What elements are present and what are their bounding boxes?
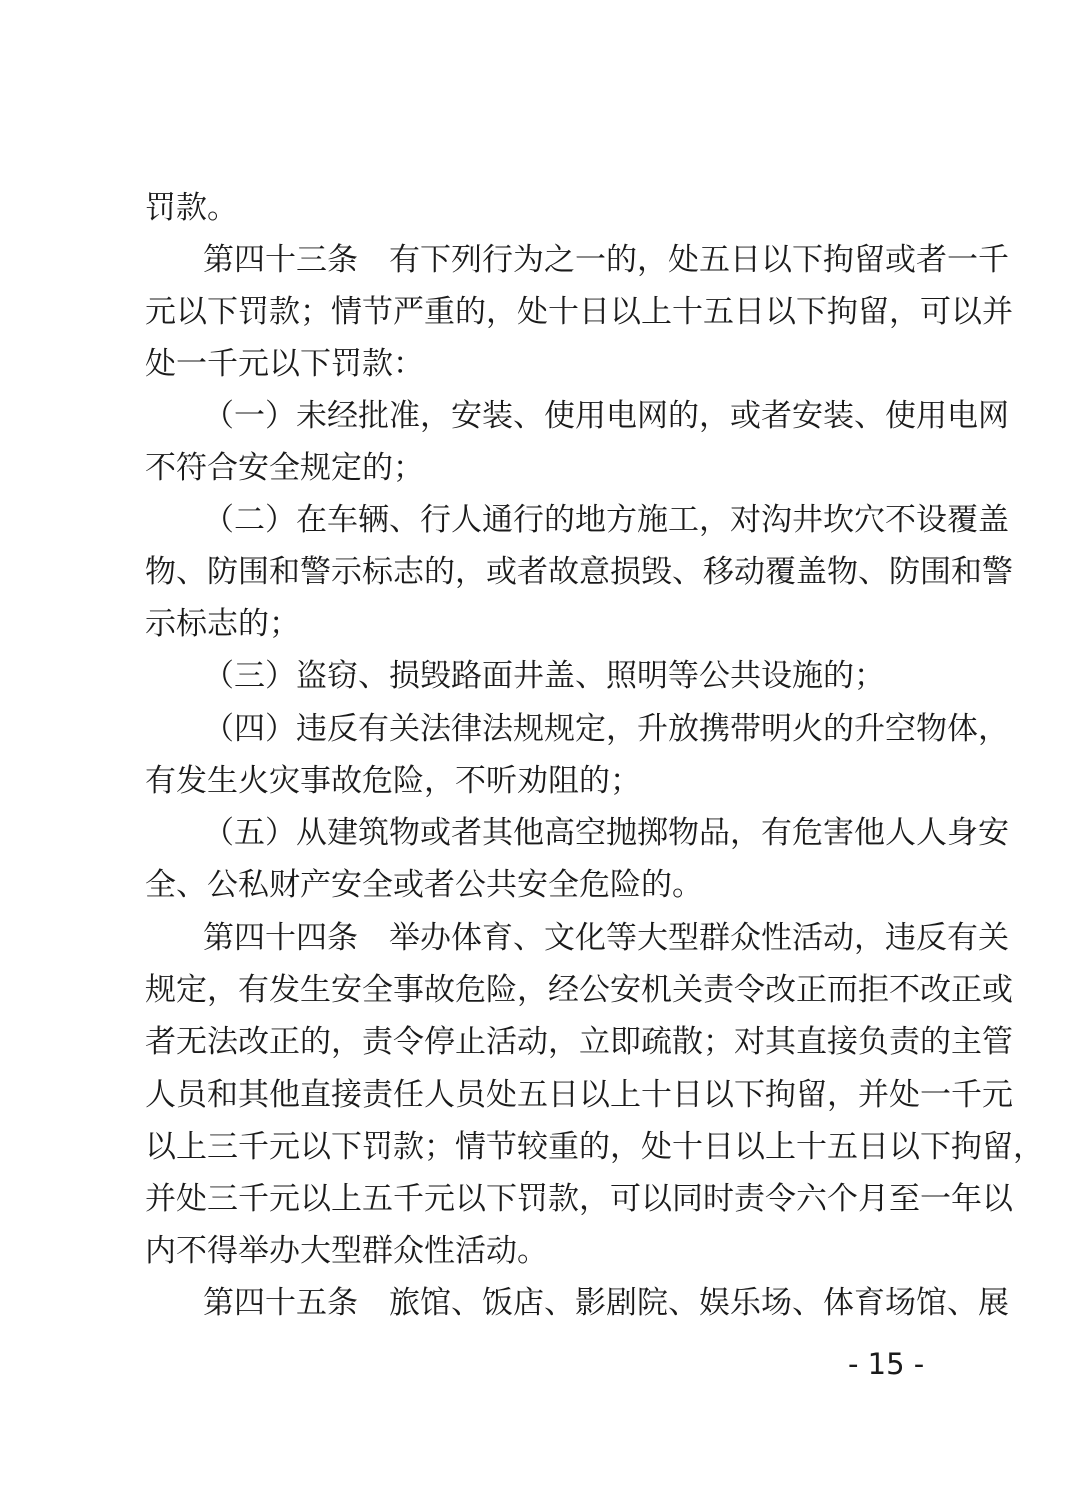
text-line: 有发生火灾事故危险，不听劝阻的； bbox=[145, 763, 641, 799]
text-line: 处一千元以下罚款： bbox=[145, 346, 424, 382]
text-line: 元以下罚款；情节严重的，处十日以上十五日以下拘留，可以并 bbox=[145, 294, 1013, 330]
text-line: 规定，有发生安全事故危险，经公安机关责令改正而拒不改正或 bbox=[145, 972, 1013, 1008]
article-45-heading-line: 第四十五条 旅馆、饭店、影剧院、娱乐场、体育场馆、展 bbox=[203, 1285, 1009, 1321]
text-line: 罚款。 bbox=[145, 190, 238, 226]
item-2-line: （二）在车辆、行人通行的地方施工，对沟井坎穴不设覆盖 bbox=[203, 502, 1009, 538]
text-line: 者无法改正的，责令停止活动，立即疏散；对其直接负责的主管 bbox=[145, 1024, 1013, 1060]
item-1-line: （一）未经批准，安装、使用电网的，或者安装、使用电网 bbox=[203, 398, 1009, 434]
page-number: - 15 - bbox=[848, 1347, 925, 1381]
text-line: 以上三千元以下罚款；情节较重的，处十日以上十五日以下拘留， bbox=[145, 1129, 1044, 1165]
text-line: 人员和其他直接责任人员处五日以上十日以下拘留，并处一千元 bbox=[145, 1077, 1013, 1113]
article-43-heading-line: 第四十三条 有下列行为之一的，处五日以下拘留或者一千 bbox=[203, 242, 1009, 278]
text-line: 全、公私财产安全或者公共安全危险的。 bbox=[145, 867, 703, 903]
text-line: 并处三千元以上五千元以下罚款，可以同时责令六个月至一年以 bbox=[145, 1181, 1013, 1217]
text-line: 内不得举办大型群众性活动。 bbox=[145, 1233, 548, 1269]
item-5-line: （五）从建筑物或者其他高空抛掷物品，有危害他人人身安 bbox=[203, 815, 1009, 851]
article-44-heading-line: 第四十四条 举办体育、文化等大型群众性活动，违反有关 bbox=[203, 920, 1009, 956]
text-line: 物、防围和警示标志的，或者故意损毁、移动覆盖物、防围和警 bbox=[145, 554, 1013, 590]
item-4-line: （四）违反有关法律法规规定，升放携带明火的升空物体， bbox=[203, 711, 1009, 747]
item-3-line: （三）盗窃、损毁路面井盖、照明等公共设施的； bbox=[203, 658, 885, 694]
text-line: 示标志的； bbox=[145, 606, 300, 642]
text-line: 不符合安全规定的； bbox=[145, 450, 424, 486]
